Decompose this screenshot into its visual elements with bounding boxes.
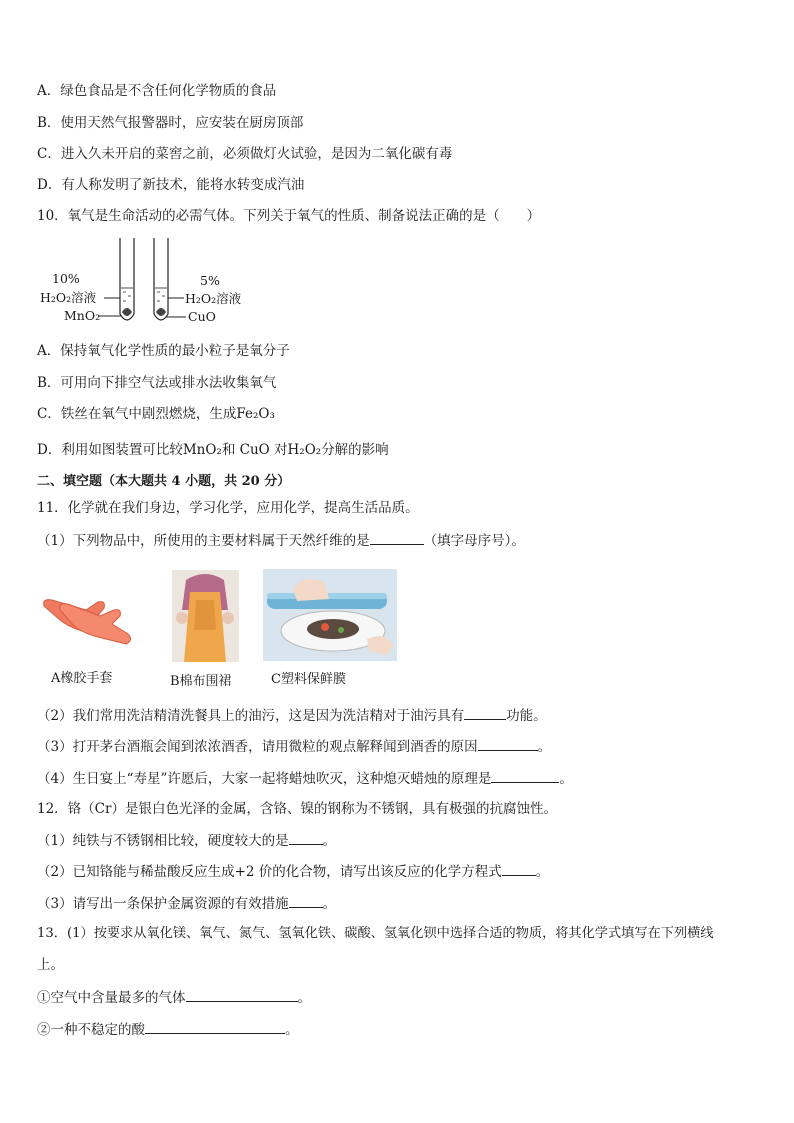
q13-item1 [37, 988, 311, 1007]
q11-part4 [37, 769, 573, 788]
q12-part2-blank[interactable] [502, 862, 536, 876]
q13-item1-blank[interactable] [186, 988, 298, 1002]
q10-option-c-formula: Fe₂O₃ [236, 406, 275, 422]
q10-option-d-text: D．利用如图装置可比较 [37, 442, 183, 458]
q11-part3-text: （3）打开茅台酒瓶会闻到浓浓酒香，请用微粒的观点解释闻到酒香的原因 [37, 739, 478, 755]
q11-part2-text: （2）我们常用洗洁精清洗餐具上的油污，这是因为洗洁精对于油污具有 [37, 708, 465, 724]
q10-option-b: B．可用向下排空气法或排水法收集氧气 [37, 375, 277, 391]
left-solution-label: H₂O₂溶液 [40, 290, 97, 305]
q10-option-c-text: C．铁丝在氧气中剧烈燃烧，生成 [37, 406, 237, 422]
q13-item2-text: ②一种不稳定的酸 [37, 1022, 145, 1038]
q10-option-d-formula-h2o2: H₂O₂ [287, 442, 322, 458]
q10-option-a: A．保持氧气化学性质的最小粒子是氧分子 [37, 343, 290, 359]
right-solution-label: H₂O₂溶液 [185, 291, 242, 306]
q13-item2-suffix: 。 [285, 1022, 299, 1038]
right-concentration-label: 5% [200, 273, 220, 288]
q12-part3-text: （3）请写出一条保护金属资源的有效措施 [37, 896, 289, 912]
q11-part2-suffix: 功能。 [506, 708, 547, 724]
caption-plastic-wrap: C塑料保鲜膜 [271, 672, 346, 687]
q11-part4-blank[interactable] [491, 769, 559, 783]
q10-option-d-text-3: 对 [269, 442, 288, 458]
q12-part3-suffix: 。 [322, 896, 337, 912]
q12-part3-blank[interactable] [289, 894, 323, 908]
q12-part2 [37, 862, 549, 881]
q11-part1 [37, 531, 525, 550]
cotton-apron-image [172, 570, 239, 662]
q13-item2-blank[interactable] [145, 1020, 285, 1034]
q12-part1-text: （1）纯铁与不锈钢相比较，硬度较大的是 [37, 833, 289, 849]
q9-option-a: A．绿色食品是不含任何化学物质的食品 [37, 83, 277, 99]
q13-item1-text: ①空气中含量最多的气体 [37, 990, 186, 1006]
q11-part3-blank[interactable] [478, 737, 538, 751]
right-catalyst-label: CuO [188, 309, 216, 324]
q10-stem: 10．氧气是生命活动的必需气体。下列关于氧气的性质、制备说法正确的是（ ） [37, 208, 541, 224]
q13-item1-suffix: 。 [297, 990, 311, 1006]
q10-option-d-text-4: 分解的影响 [321, 442, 389, 458]
rubber-gloves-image [40, 588, 136, 648]
q11-part1-blank[interactable] [370, 531, 424, 545]
q12-stem: 12．铬（Cr）是银白色光泽的金属，含铬、镍的钢称为不锈钢，具有极强的抗腐蚀性。 [37, 801, 557, 817]
q9-option-c: C．进入久未开启的菜窖之前，必须做灯火试验，是因为二氧化碳有毒 [37, 146, 453, 162]
q12-part2-suffix: 。 [535, 864, 550, 880]
q10-apparatus-figure [38, 236, 258, 328]
plastic-wrap-image [263, 569, 397, 661]
q11-part4-suffix: 。 [559, 771, 573, 787]
q11-part1-text: （1）下列物品中，所使用的主要材料属于天然纤维的是 [37, 533, 370, 549]
test-tubes-drawing [38, 236, 258, 328]
q10-option-d [37, 441, 389, 459]
q13-stem-line1: 13．(1）按要求从氧化镁、氧气、氮气、氢氧化铁、碳酸、氢氧化钡中选择合适的物质，将其化学式填写在下列横线 [37, 926, 714, 941]
q9-option-b: B．使用天然气报警器时，应安装在厨房顶部 [37, 115, 304, 131]
q12-part3 [37, 894, 336, 913]
q12-part2-text: （2）已知铬能与稀盐酸反应生成+2 价的化合物，请写出该反应的化学方程式 [37, 864, 502, 880]
q12-part1-suffix: 。 [322, 833, 337, 849]
q9-option-d: D．有人称发明了新技术，能将水转变成汽油 [37, 177, 305, 193]
q10-option-c [37, 405, 275, 423]
q10-option-d-formula-cuo: CuO [239, 442, 270, 458]
q11-part4-text: （4）生日宴上“寿星”许愿后，大家一起将蜡烛吹灭，这种熄灭蜡烛的原理是 [37, 771, 492, 787]
q13-item2 [37, 1020, 299, 1039]
q10-option-d-formula-mno2: MnO₂ [182, 442, 222, 458]
q11-part3 [37, 737, 551, 756]
q11-part2-blank[interactable] [464, 706, 506, 720]
q12-part1-blank[interactable] [289, 831, 323, 845]
q11-stem: 11．化学就在我们身边，学习化学，应用化学，提高生活品质。 [37, 500, 419, 516]
caption-cotton-apron: B棉布围裙 [170, 674, 232, 689]
q11-part3-suffix: 。 [537, 739, 552, 755]
section-heading: 二、填空题（本大题共 4 小题，共 20 分） [37, 474, 291, 489]
q11-part1-suffix: （填字母序号）。 [423, 533, 525, 549]
q11-part2 [37, 706, 547, 725]
q12-part1 [37, 831, 336, 850]
left-concentration-label: 10% [52, 271, 80, 286]
caption-rubber-gloves: A橡胶手套 [51, 671, 113, 686]
q13-stem-line2: 上。 [37, 957, 64, 973]
left-catalyst-label: MnO₂ [64, 308, 101, 323]
q10-option-d-text-2: 和 [221, 442, 240, 458]
